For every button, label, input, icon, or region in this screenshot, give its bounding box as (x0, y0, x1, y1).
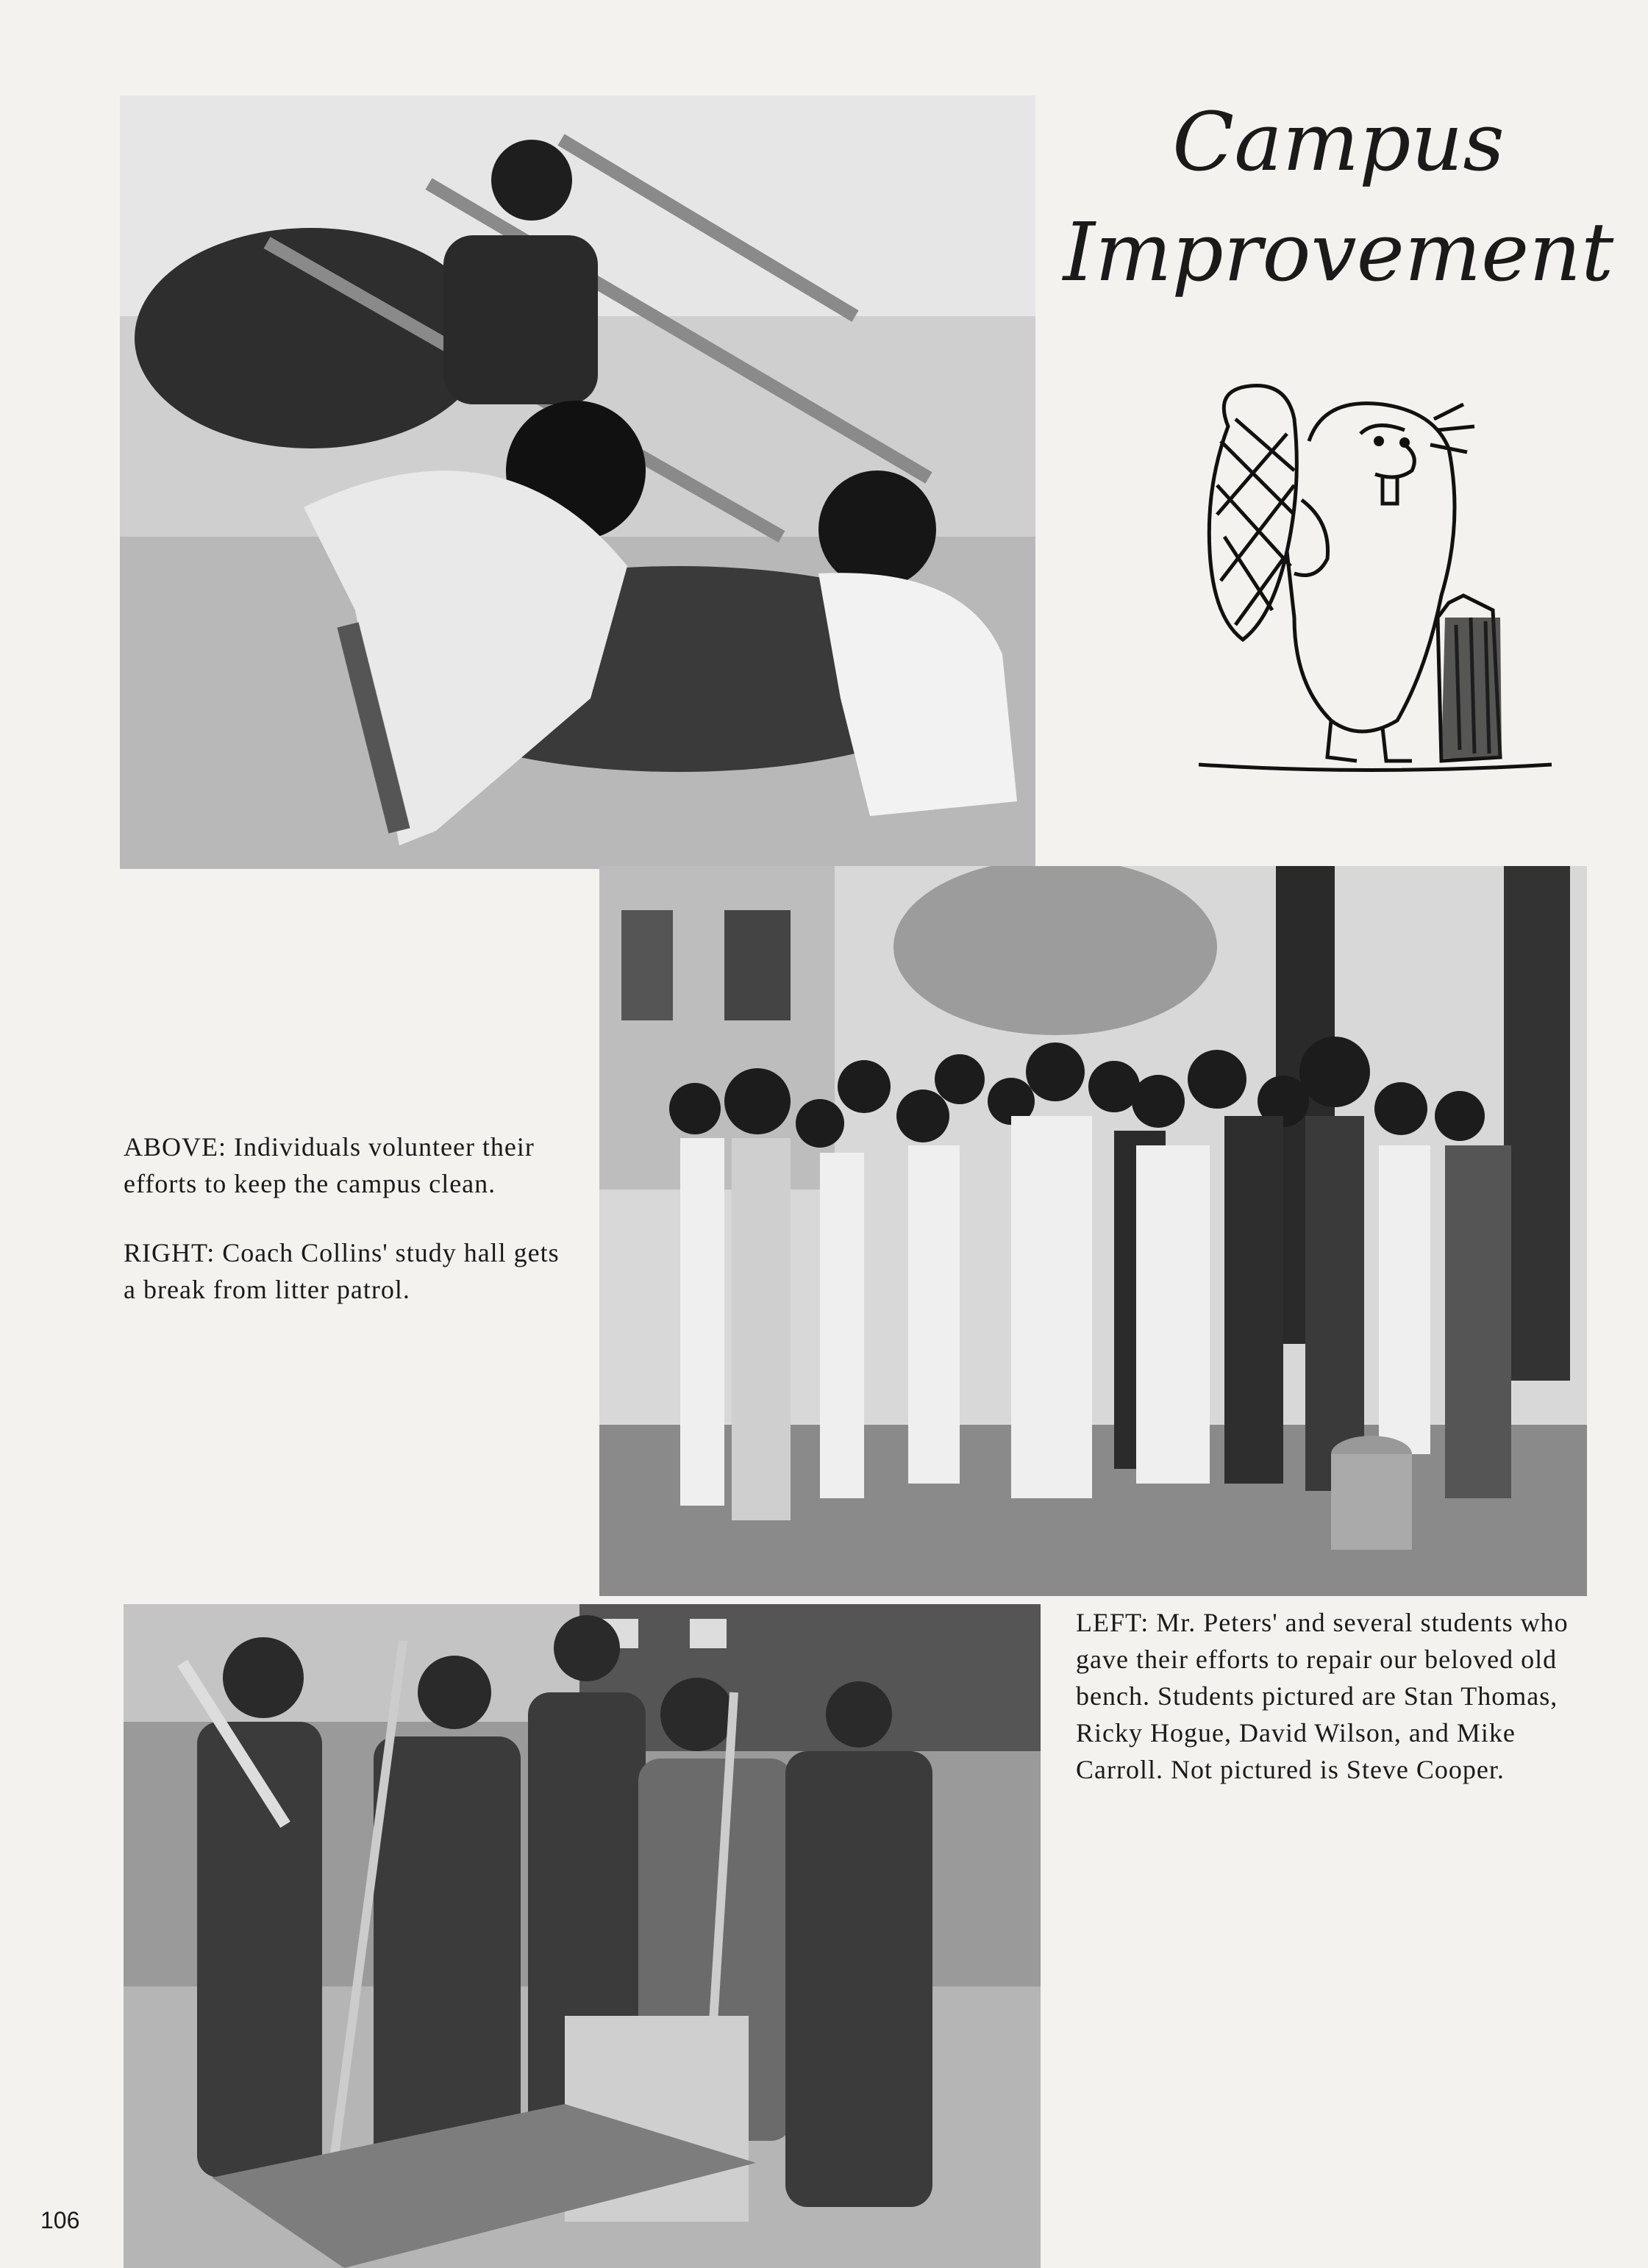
page-title: Campus Improvement (1063, 95, 1614, 299)
photo-students-gardening (120, 96, 1035, 869)
caption-right: RIGHT: Coach Collins' study hall gets a break from litter patrol. (124, 1238, 560, 1304)
photo-study-hall-group (599, 866, 1587, 1596)
caption-left-photo: LEFT: Mr. Peters' and several students who gave their efforts to repair our beloved old bench. Students pictured are Stan Thomas, Ricky Hogue, David Wilson, and Mike Carroll. Not pictured is Steve Cooper. (1076, 1608, 1569, 1784)
caption-above: ABOVE: Individuals volunteer their efforts to keep the campus clean. (124, 1132, 535, 1198)
photo-bench-repair (124, 1604, 1041, 2268)
caption-left-column (124, 1128, 565, 1340)
page-number: 106 (40, 2207, 80, 2233)
beaver-cartoon-icon (1184, 375, 1559, 787)
